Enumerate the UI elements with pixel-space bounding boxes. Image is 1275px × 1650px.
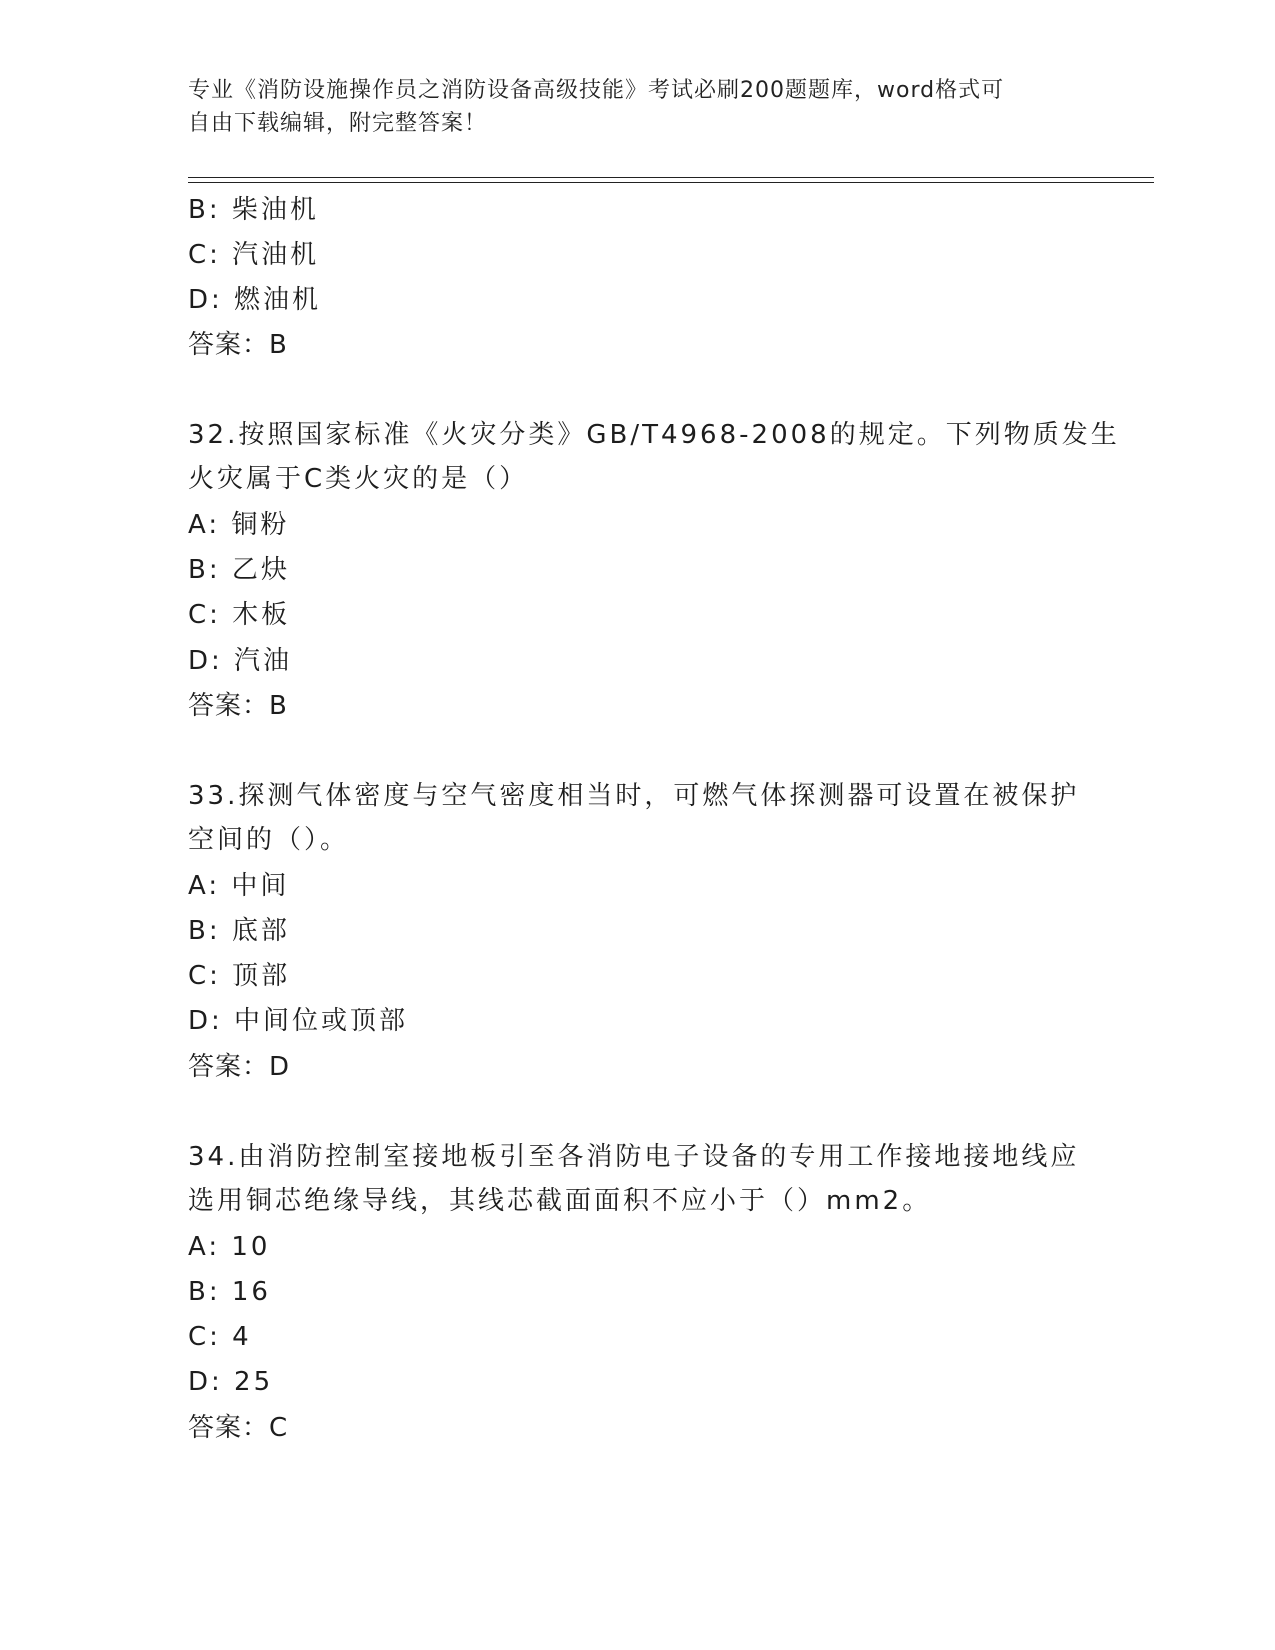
q34-option-a: A: 10 [188, 1232, 271, 1262]
header-divider-top [188, 177, 1154, 178]
q32-option-b: B: 乙炔 [188, 555, 290, 585]
q32-answer: 答案：B [188, 691, 288, 721]
q33-answer: 答案：D [188, 1052, 291, 1082]
q34-answer: 答案：C [188, 1413, 289, 1443]
q31-answer: 答案：B [188, 330, 288, 360]
q33-option-a: A: 中间 [188, 871, 290, 901]
q32-stem-line-1: 32.按照国家标准《火灾分类》GB/T4968-2008的规定。下列物质发生 [188, 420, 1120, 450]
document-header [188, 74, 1088, 140]
q32-option-a: A: 铜粉 [188, 510, 290, 540]
q33-option-d: D: 中间位或顶部 [188, 1006, 409, 1036]
q34-option-b: B: 16 [188, 1277, 271, 1307]
q33-stem-line-1: 33.探测气体密度与空气密度相当时，可燃气体探测器可设置在被保护 [188, 781, 1080, 811]
q34-stem-line-2: 选用铜芯绝缘导线，其线芯截面面积不应小于（）mm2。 [188, 1186, 932, 1216]
q33-option-c: C: 顶部 [188, 961, 291, 991]
q32-option-d: D: 汽油 [188, 646, 293, 676]
q31-option-b: B: 柴油机 [188, 195, 319, 225]
q33-option-b: B: 底部 [188, 916, 290, 946]
header-line-1: 专业《消防设施操作员之消防设备高级技能》考试必刷200题题库，word格式可 [188, 78, 1005, 103]
q31-option-c: C: 汽油机 [188, 240, 320, 270]
header-divider-bottom [188, 182, 1154, 183]
q31-option-d: D: 燃油机 [188, 285, 322, 315]
q32-option-c: C: 木板 [188, 600, 291, 630]
q34-option-d: D: 25 [188, 1367, 274, 1397]
q34-option-c: C: 4 [188, 1322, 252, 1352]
q32-stem-line-2: 火灾属于C类火灾的是（） [188, 464, 529, 494]
q34-stem-line-1: 34.由消防控制室接地板引至各消防电子设备的专用工作接地接地线应 [188, 1142, 1080, 1172]
q33-stem-line-2: 空间的（）。 [188, 825, 350, 855]
header-line-2: 自由下载编辑，附完整答案！ [188, 111, 488, 136]
